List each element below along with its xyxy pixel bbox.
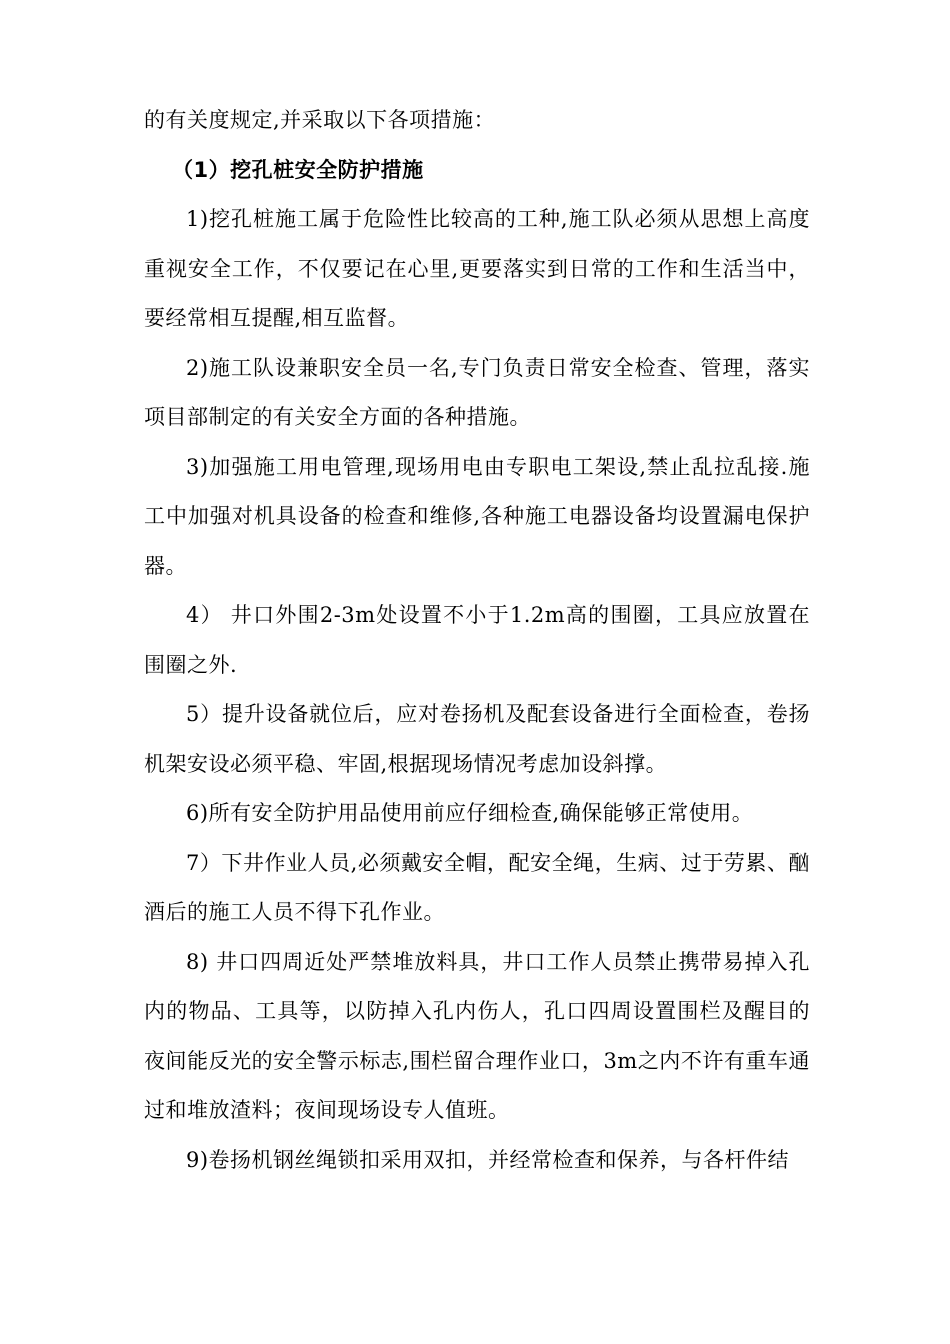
measure-item-6: 6)所有安全防护用品使用前应仔细检查,确保能够正常使用。	[186, 801, 754, 825]
measure-item-9: 9)卷扬机钢丝绳锁扣采用双扣，并经常检查和保养，与各杆件结	[186, 1147, 790, 1172]
measure-item-8: 8) 井口四周近处严禁堆放料具，井口工作人员禁止携带易掉入孔内的物品、工具等，以防掉入孔内伤人，孔口四周设置围栏及醒目的夜间能反光的安全警示标志,围栏留合理作业口，3m之内不许有重车通过和堆放渣料；夜间现场设专人值班。	[144, 949, 810, 1122]
intro-paragraph: 的有关度规定,并采取以下各项措施：	[144, 108, 496, 132]
measure-item-4: 4） 井口外围2-3m处设置不小于1.2m高的围圈，工具应放置在围圈之外.	[144, 603, 810, 677]
measure-item-2: 2)施工队设兼职安全员一名,专门负责日常安全检查、管理，落实项目部制定的有关安全方面的各种措施。	[144, 355, 810, 429]
measure-item-1: 1)挖孔桩施工属于危险性比较高的工种,施工队必须从思想上高度重视安全工作，不仅要记在心里,更要落实到日常的工作和生活当中，要经常相互提醒,相互监督。	[144, 207, 810, 330]
section-heading: （1）挖孔桩安全防护措施	[172, 157, 424, 182]
document-body	[144, 96, 810, 1185]
measure-item-5: 5）提升设备就位后，应对卷扬机及配套设备进行全面检查，卷扬机架安设必须平稳、牢固,根据现场情况考虑加设斜撑。	[144, 702, 810, 776]
measure-item-7: 7）下井作业人员,必须戴安全帽，配安全绳，生病、过于劳累、酗酒后的施工人员不得下孔作业。	[144, 850, 810, 924]
measure-item-3: 3)加强施工用电管理,现场用电由专职电工架设,禁止乱拉乱接.施工中加强对机具设备的检查和维修,各种施工电器设备均设置漏电保护器。	[144, 454, 810, 578]
